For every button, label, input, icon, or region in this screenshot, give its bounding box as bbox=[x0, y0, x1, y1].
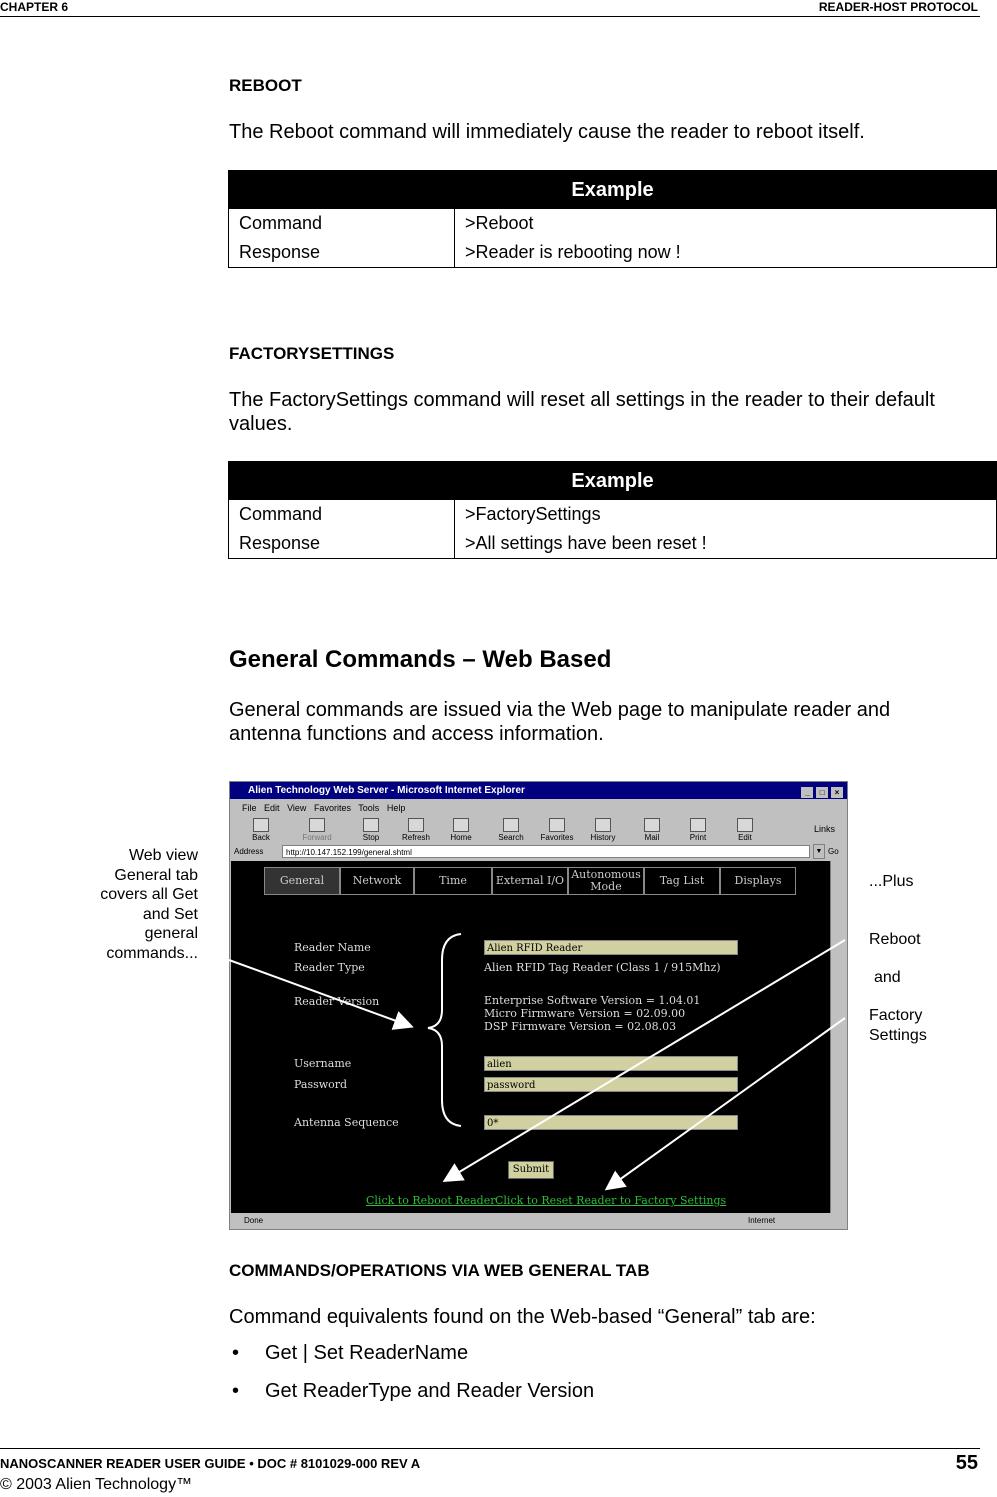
reader-type-value: Alien RFID Tag Reader (Class 1 / 915Mhz) bbox=[484, 961, 721, 974]
version-line: Micro Firmware Version = 02.09.00 bbox=[484, 1007, 686, 1020]
callout-line: Factory bbox=[869, 1007, 923, 1024]
antenna-sequence-input[interactable]: 0* bbox=[484, 1115, 738, 1130]
print-button[interactable]: Print bbox=[679, 816, 717, 843]
factory-heading: FACTORYSETTINGS bbox=[229, 344, 395, 363]
row-value: >Reader is rebooting now ! bbox=[465, 242, 681, 262]
row-label: Command bbox=[229, 209, 455, 238]
favorites-button[interactable]: Favorites bbox=[538, 816, 576, 843]
status-zone: Internet bbox=[748, 1216, 776, 1225]
reader-name-label: Reader Name bbox=[294, 941, 371, 954]
links-button[interactable]: Links bbox=[814, 824, 836, 834]
antenna-sequence-label: Antenna Sequence bbox=[294, 1116, 399, 1129]
reader-version-label: Reader Version bbox=[294, 995, 380, 1008]
and-callout: and bbox=[874, 969, 901, 986]
search-button[interactable]: Search bbox=[492, 816, 530, 843]
callout-line: covers all Get bbox=[100, 886, 198, 903]
address-label: Address bbox=[234, 847, 264, 856]
chevron-down-icon[interactable]: ▼ bbox=[813, 844, 825, 859]
maximize-icon[interactable]: □ bbox=[816, 787, 828, 798]
reader-name-input[interactable]: Alien RFID Reader bbox=[484, 940, 738, 955]
callout-line: general bbox=[144, 925, 198, 942]
tab-autonomous-mode[interactable]: Autonomous Mode bbox=[568, 867, 644, 895]
row-value: >All settings have been reset ! bbox=[465, 533, 707, 553]
table-header: Example bbox=[229, 462, 997, 501]
row-value: >Reboot bbox=[465, 213, 534, 233]
menu-item-view[interactable]: View bbox=[287, 803, 307, 813]
forward-button[interactable]: Forward bbox=[298, 816, 336, 843]
reboot-description: The Reboot command will immediately cause the reader to reboot itself. bbox=[229, 121, 865, 143]
menu-item-tools[interactable]: Tools bbox=[358, 803, 380, 813]
reboot-heading: REBOOT bbox=[229, 76, 302, 95]
general-heading: General Commands – Web Based bbox=[229, 646, 612, 673]
reader-type-label: Reader Type bbox=[294, 961, 365, 974]
callout-line: and Set bbox=[142, 905, 198, 923]
row-value: >FactorySettings bbox=[465, 504, 601, 524]
edit-button[interactable]: Edit bbox=[726, 816, 764, 843]
chapter-label: CHAPTER 6 bbox=[0, 0, 69, 14]
left-arrow bbox=[229, 960, 410, 1026]
callout-line: Web view bbox=[128, 847, 198, 864]
row-label: Command bbox=[229, 500, 455, 529]
mail-button[interactable]: Mail bbox=[633, 816, 671, 843]
ops-heading: COMMANDS/OPERATIONS VIA WEB GENERAL TAB bbox=[229, 1261, 650, 1280]
version-line: Enterprise Software Version = 1.04.01 bbox=[484, 994, 701, 1007]
plus-callout: ...Plus bbox=[869, 873, 914, 890]
callout-line: Settings bbox=[869, 1026, 927, 1044]
table-header: Example bbox=[229, 171, 997, 210]
tab-time[interactable]: Time bbox=[414, 867, 492, 895]
tab-external-io[interactable]: External I/O bbox=[492, 867, 568, 895]
tab-displays[interactable]: Displays bbox=[720, 867, 796, 895]
refresh-button[interactable]: Refresh bbox=[397, 816, 435, 843]
menu-item-favorites[interactable]: Favorites bbox=[313, 803, 351, 813]
minimize-icon[interactable]: _ bbox=[801, 787, 813, 798]
section-label: READER-HOST PROTOCOL bbox=[818, 0, 978, 14]
general-description: General commands are issued via the Web page to manipulate reader and antenna functions and access information. bbox=[229, 699, 891, 745]
history-button[interactable]: History bbox=[584, 816, 622, 843]
username-label: Username bbox=[294, 1057, 352, 1070]
username-input[interactable]: alien bbox=[484, 1056, 738, 1071]
row-label: Response bbox=[229, 529, 455, 559]
bullet-icon: • bbox=[232, 1380, 240, 1402]
version-line: DSP Firmware Version = 02.08.03 bbox=[484, 1020, 677, 1033]
status-text: Done bbox=[244, 1216, 264, 1225]
stop-button[interactable]: Stop bbox=[352, 816, 390, 843]
home-button[interactable]: Home bbox=[442, 816, 480, 843]
tab-tag-list[interactable]: Tag List bbox=[644, 867, 720, 895]
factory-description: The FactorySettings command will reset all settings in the reader to their default values. bbox=[229, 389, 935, 435]
ops-description: Command equivalents found on the Web-based “General” tab are: bbox=[229, 1306, 816, 1328]
row-label: Response bbox=[229, 238, 455, 268]
close-icon[interactable]: × bbox=[831, 787, 843, 798]
footer-doc-label: NANOSCANNER READER USER GUIDE • DOC # 8101029-000 REV A bbox=[0, 1456, 421, 1471]
password-label: Password bbox=[294, 1078, 348, 1091]
factory-settings-link[interactable]: Click to Reset Reader to Factory Settings bbox=[495, 1194, 727, 1207]
menu-item-file[interactable]: File bbox=[242, 803, 257, 813]
submit-button[interactable]: Submit bbox=[508, 1161, 554, 1179]
reboot-callout: Reboot bbox=[869, 931, 921, 948]
list-item: Get | Set ReaderName bbox=[265, 1342, 469, 1364]
address-input[interactable]: http://10.147.152.199/general.shtml bbox=[282, 845, 810, 858]
window-title: Alien Technology Web Server - Microsoft Internet Explorer bbox=[248, 785, 525, 796]
page-number: 55 bbox=[955, 1452, 978, 1474]
back-button[interactable]: Back bbox=[242, 816, 280, 843]
tab-network[interactable]: Network bbox=[340, 867, 414, 895]
menu-item-edit[interactable]: Edit bbox=[264, 803, 280, 813]
callout-line: General tab bbox=[114, 866, 198, 884]
password-input[interactable]: password bbox=[484, 1077, 738, 1092]
list-item: Get ReaderType and Reader Version bbox=[265, 1380, 595, 1402]
brace-icon bbox=[428, 934, 461, 1126]
factory-arrow bbox=[608, 1018, 845, 1188]
copyright: © 2003 Alien Technology™ bbox=[0, 1476, 193, 1493]
callout-line: commands... bbox=[106, 944, 198, 962]
tab-general[interactable]: General bbox=[264, 867, 340, 895]
footer-rule bbox=[0, 1448, 980, 1449]
reboot-reader-link[interactable]: Click to Reboot Reader bbox=[366, 1194, 496, 1207]
bullet-icon: • bbox=[232, 1342, 240, 1364]
go-button[interactable]: Go bbox=[828, 847, 839, 856]
menu-item-help[interactable]: Help bbox=[386, 803, 406, 813]
